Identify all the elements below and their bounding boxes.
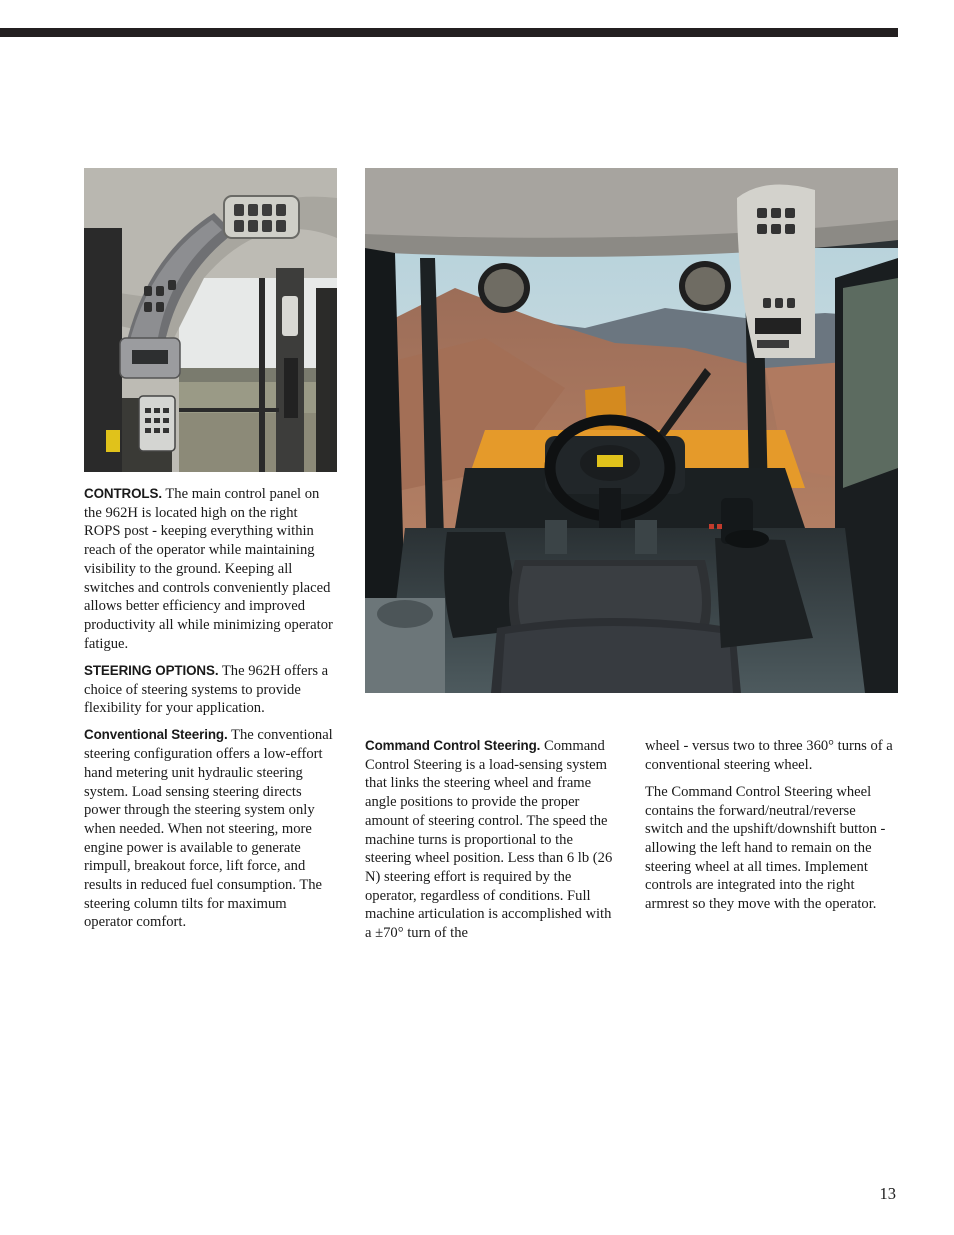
command-control-heading: Command Control Steering.	[365, 738, 541, 753]
command-control-body: Command Control Steering is a load-sensing system that links the steering wheel and frame angle positions to provide the proper amount of steering control. The speed the machine turns is proportional to the steering wheel position. Less than 6 lb (26 N) steering effort is required by the operator, regardless of conditions. Full machine articulation is accomplished with a ±70° turn of the	[365, 738, 613, 942]
conventional-steering-heading: Conventional Steering.	[84, 727, 228, 743]
page-number: 13	[879, 1184, 896, 1203]
command-control-paragraph	[365, 737, 619, 943]
middle-text-column	[365, 737, 619, 951]
controls-photo	[84, 168, 337, 472]
left-text-column	[84, 485, 336, 941]
top-rule	[0, 28, 898, 37]
steering-options-body: The 962H offers a choice of steering systems to provide flexibility for your application.	[84, 662, 329, 717]
continuation-paragraph: wheel - versus two to three 360° turns of a conventional steering wheel.	[645, 738, 893, 773]
conventional-steering-body: The conventional steering configuration offers a low-effort hand metering unit hydraulic steering system. Load sensing steering directs power through the steering system only when needed. When not steering, more engine power is available to generate rimpull, breakout force, lift force, and results in reduced fuel consumption. The steering column tilts for maximum operator comfort.	[84, 727, 333, 931]
wheel-controls-paragraph: The Command Control Steering wheel contains the forward/neutral/reverse switch and the upshift/downshift button - allowing the left hand to remain on the steering wheel at all times. Implement controls are integrated into the right armrest so they move with the operator.	[645, 783, 886, 913]
right-text-column	[645, 737, 897, 922]
cab-interior-photo	[365, 168, 898, 693]
controls-paragraph	[84, 485, 336, 653]
controls-body: The main control panel on the 962H is located high on the right ROPS post - keeping everything within reach of the operator while maintaining visibility to the ground. Keeping all switches and controls conveniently placed allows better efficiency and improved productivity all while minimizing operator fatigue.	[84, 486, 333, 652]
steering-options-heading: STEERING OPTIONS.	[84, 662, 219, 678]
conventional-steering-paragraph	[84, 726, 336, 932]
steering-options-paragraph	[84, 662, 336, 718]
controls-heading: CONTROLS.	[84, 486, 162, 501]
